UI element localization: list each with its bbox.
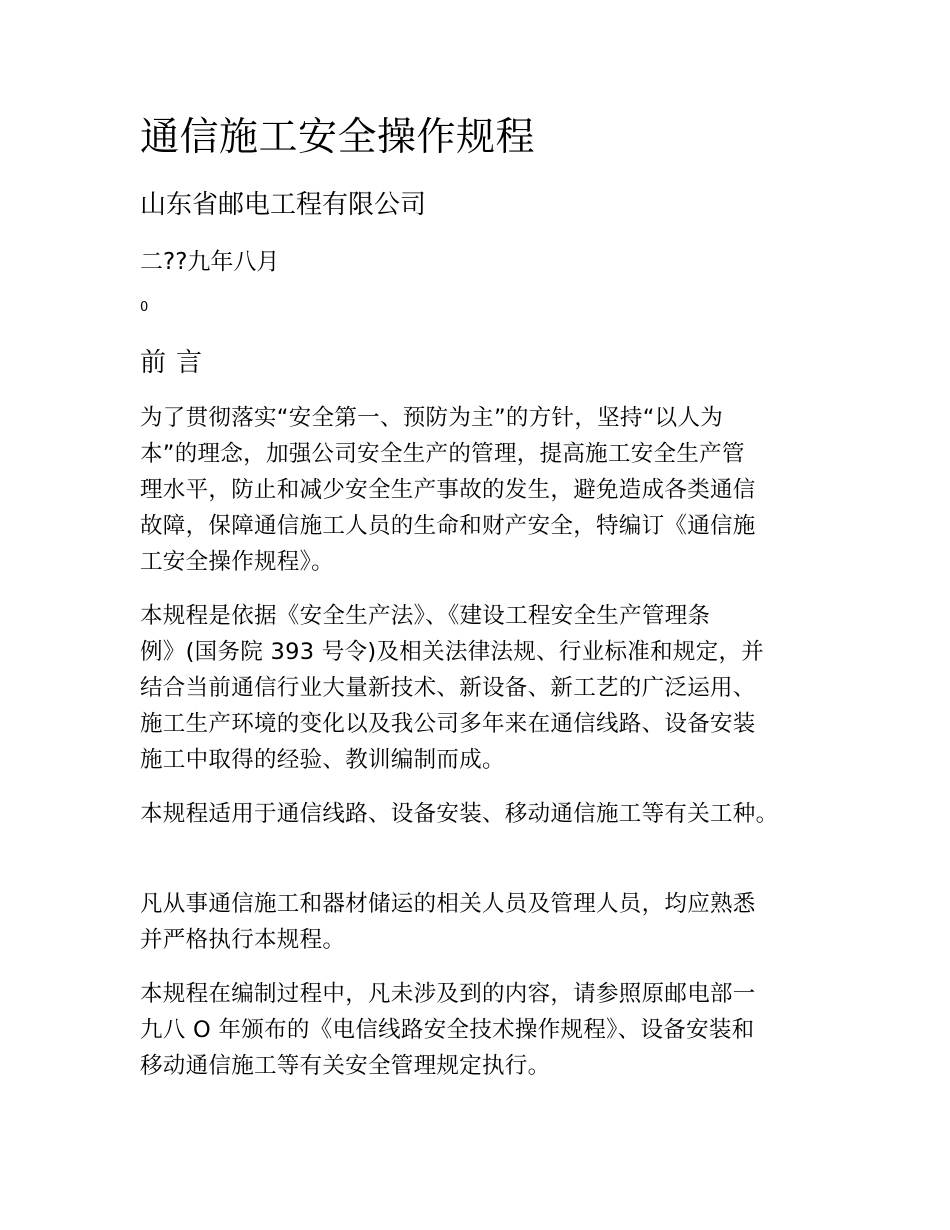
paragraph-scope bbox=[140, 796, 820, 832]
document-date: 二??九年八月 bbox=[140, 249, 280, 275]
paragraph-line: 本规程是依据《安全生产法》、《建设工程安全生产管理条 bbox=[140, 603, 711, 629]
paragraph-line: 移动通信施工等有关安全管理规定执行。 bbox=[140, 1053, 551, 1079]
paragraph-line: 理水平，防止和减少安全生产事故的发生，避免造成各类通信 bbox=[140, 477, 756, 503]
paragraph-line: 为了贯彻落实“安全第一、预防为主”的方针，坚持“以人为 bbox=[140, 405, 724, 431]
preface-heading: 前言 bbox=[140, 348, 213, 378]
page-number: 0 bbox=[140, 300, 149, 315]
paragraph-line: 并严格执行本规程。 bbox=[140, 927, 346, 953]
paragraph-personnel bbox=[140, 886, 820, 958]
paragraph-purpose bbox=[140, 400, 820, 580]
paragraph-line: 例》(国务院 393 号令)及相关法律法规、行业标准和规定，并 bbox=[140, 639, 765, 665]
paragraph-line: 本”的理念，加强公司安全生产的管理，提高施工安全生产管 bbox=[140, 441, 745, 467]
paragraph-line: 结合当前通信行业大量新技术、新设备、新工艺的广泛运用、 bbox=[140, 675, 756, 701]
paragraph-line: 施工中取得的经验、教训编制而成。 bbox=[140, 747, 505, 773]
paragraph-reference bbox=[140, 976, 820, 1084]
paragraph-line: 凡从事通信施工和器材储运的相关人员及管理人员，均应熟悉 bbox=[140, 891, 756, 917]
paragraph-line: 九八 O 年颁布的《电信线路安全技术操作规程》、设备安装和 bbox=[140, 1017, 755, 1043]
paragraph-line: 本规程适用于通信线路、设备安装、移动通信施工等有关工种。 bbox=[140, 801, 779, 827]
paragraph-line: 工安全操作规程》。 bbox=[140, 549, 334, 575]
paragraph-basis bbox=[140, 598, 820, 778]
paragraph-line: 故障，保障通信施工人员的生命和财产安全，特编订《通信施 bbox=[140, 513, 756, 539]
document-title: 通信施工安全操作规程 bbox=[140, 115, 536, 160]
paragraph-line: 施工生产环境的变化以及我公司多年来在通信线路、设备安装 bbox=[140, 711, 756, 737]
paragraph-line: 本规程在编制过程中，凡未涉及到的内容，请参照原邮电部一 bbox=[140, 981, 756, 1007]
company-name: 山东省邮电工程有限公司 bbox=[140, 190, 427, 220]
